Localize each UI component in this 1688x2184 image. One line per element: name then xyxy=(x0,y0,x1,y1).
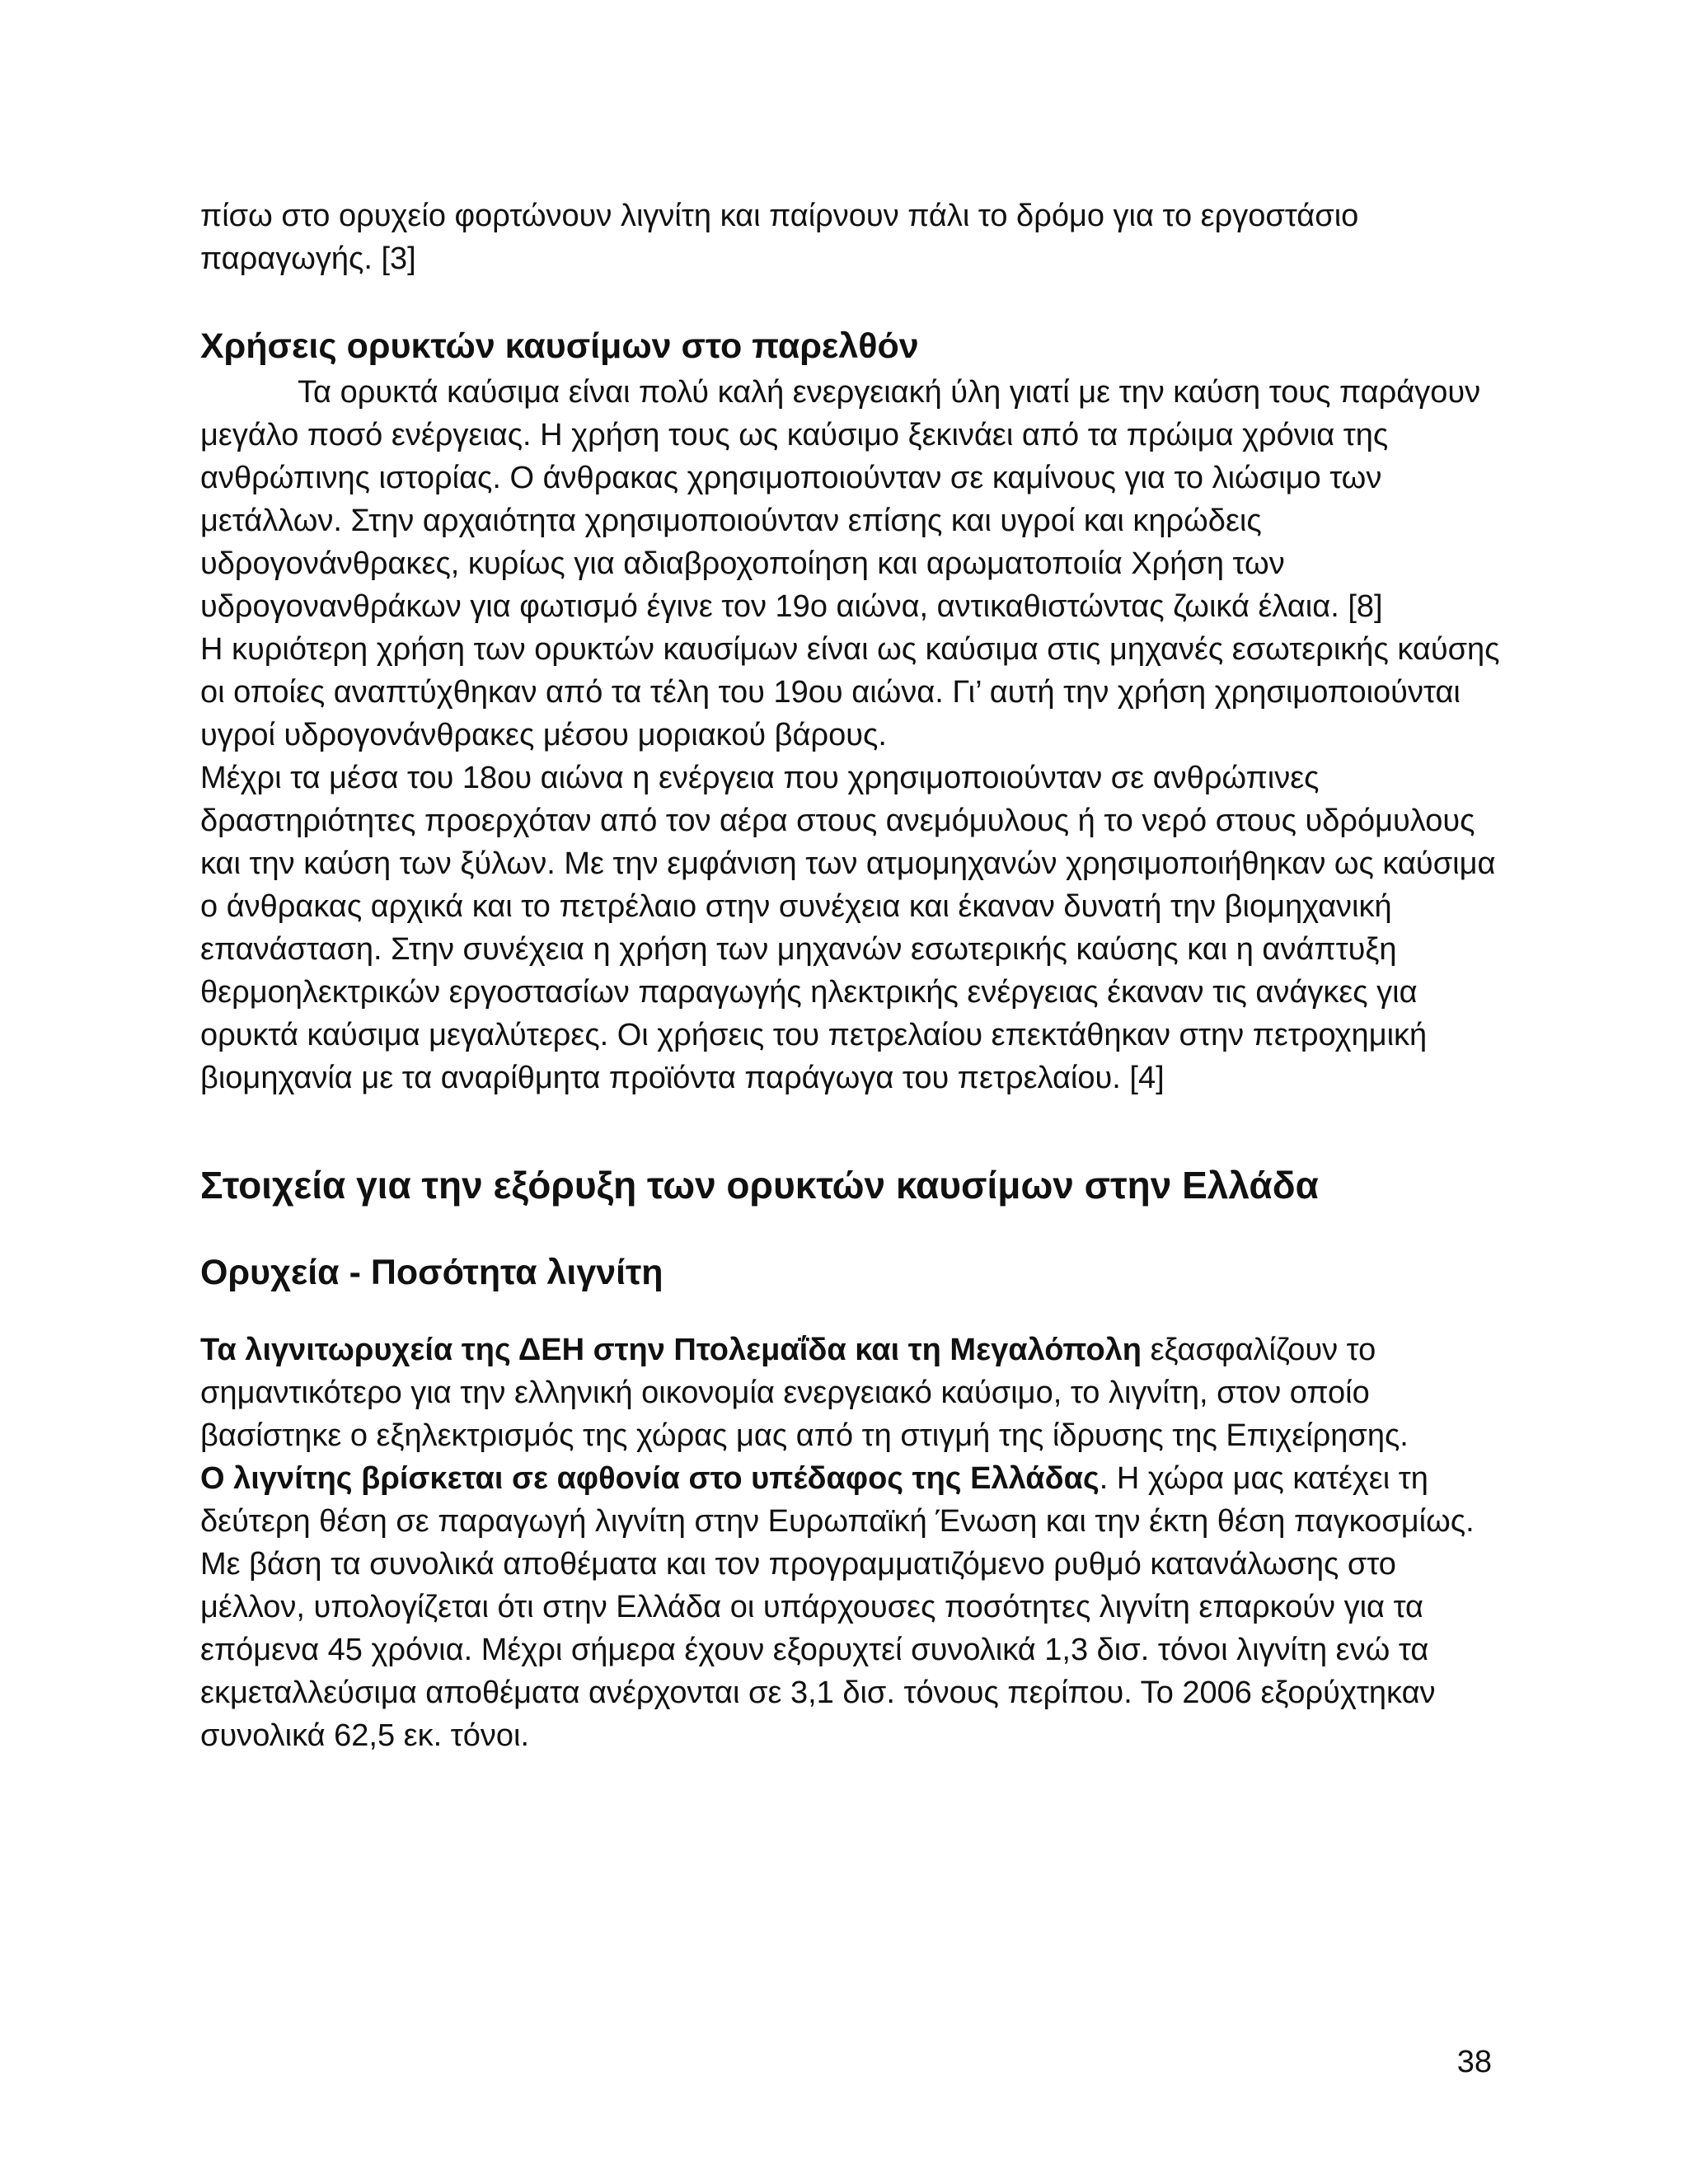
paragraph-main-use: Η κυριότερη χρήση των ορυκτών καυσίμων είναι ως καύσιμα στις μηχανές εσωτερικής καύσης οι οποίες αναπτύχθηκαν από τα τέλη του 19ου αιώνα. Γι’ αυτή την χρήση χρησιμοποιούνται υγροί υδρογονάνθρακες μέσου μοριακού βάρους. xyxy=(200,632,1500,752)
bold-mines-text: Τα λιγνιτωρυχεία της ΔΕΗ στην Πτολεμαΐδα και τη Μεγαλόπολη xyxy=(200,1333,1142,1367)
intro-paragraph: πίσω στο ορυχείο φορτώνουν λιγνίτη και παίρνουν πάλι το δρόμο για το εργοστάσιο παραγωγής. [3] xyxy=(200,199,1359,276)
subsection-heading-lignite: Ορυχεία - Ποσότητα λιγνίτη xyxy=(200,1253,663,1292)
page-number: 38 xyxy=(1456,2045,1492,2079)
abundance-text: . Η χώρα μας κατέχει τη δεύτερη θέση σε παραγωγή λιγνίτη στην Ευρωπαϊκή Ένωση και την έκτη θέση παγκοσμίως. Με βάση τα συνολικά αποθέματα και τον προγραμματιζόμενο ρυθμό κατανάλωσης στο μέλλον, υπολογίζεται ότι στην Ελλάδα οι υπάρχουσες ποσότητες λιγνίτη επαρκούν για τα επόμενα 45 χρόνια. Μέχρι σήμερα έχουν εξορυχτεί συνολικά 1,3 δισ. τόνοι λιγνίτη ενώ τα εκμεταλλεύσιμα αποθέματα ανέρχονται σε 3,1 δισ. τόνους περίπου. Το 2006 εξορύχτηκαν συνολικά 62,5 εκ. τόνοι. xyxy=(200,1461,1475,1753)
page-content xyxy=(200,194,1503,1757)
bold-abundance-text: Ο λιγνίτης βρίσκεται σε αφθονία στο υπέδαφος της Ελλάδας xyxy=(200,1461,1100,1496)
paragraph-lignite-mines xyxy=(200,1329,1503,1757)
mines-text: εξασφαλίζουν το σημαντικότερο για την ελληνική οικονομία ενεργειακό καύσιμο, το λιγνίτη, στον οποίο βασίστηκε ο εξηλεκτρισμός της χώρας μας από τη στιγμή της ίδρυσης της Επιχείρησης. xyxy=(200,1333,1409,1453)
section-heading-past-uses: Χρήσεις ορυκτών καυσίμων στο παρελθόν xyxy=(200,326,919,366)
paragraph-industrial-revolution: Μέχρι τα μέσα του 18ου αιώνα η ενέργεια που χρησιμοποιούνταν σε ανθρώπινες δραστηριότητες προερχόταν από τον αέρα στους ανεμόμυλους ή το νερό στους υδρόμυλους και την καύση των ξύλων. Με την εμφάνιση των ατμομηχανών χρησιμοποιήθηκαν ως καύσιμα ο άνθρακας αρχικά και το πετρέλαιο στην συνέχεια και έκαναν δυνατή την βιομηχανική επανάσταση. Στην συνέχεια η χρήση των μηχανών εσωτερικής καύσης και η ανάπτυξη θερμοηλεκτρικών εργοστασίων παραγωγής ηλεκτρικής ενέργειας έκαναν τις ανάγκες για ορυκτά καύσιμα μεγαλύτερες. Οι χρήσεις του πετρελαίου επεκτάθηκαν στην πετροχημική βιομηχανία με τα αναρίθμητα προϊόντα παράγωγα του πετρελαίου. [4] xyxy=(200,761,1496,1095)
section-heading-greece-mining: Στοιχεία για την εξόρυξη των ορυκτών καυσίμων στην Ελλάδα xyxy=(200,1164,1319,1207)
paragraph-fuel-history: Τα ορυκτά καύσιμα είναι πολύ καλή ενεργειακή ύλη γιατί με την καύση τους παράγουν μεγάλο ποσό ενέργειας. Η χρήση τους ως καύσιμο ξεκινάει από τα πρώιμα χρόνια της ανθρώπινης ιστορίας. Ο άνθρακας χρησιμοποιούνταν σε καμίνους για το λιώσιμο των μετάλλων. Στην αρχαιότητα χρησιμοποιούνταν επίσης και υγροί και κηρώδεις υδρογονάνθρακες, κυρίως για αδιαβροχοποίηση και αρωματοποιία Χρήση των υδρογονανθράκων για φωτισμό έγινε τον 19ο αιώνα, αντικαθιστώντας ζωικά έλαια. [8] xyxy=(200,375,1481,624)
